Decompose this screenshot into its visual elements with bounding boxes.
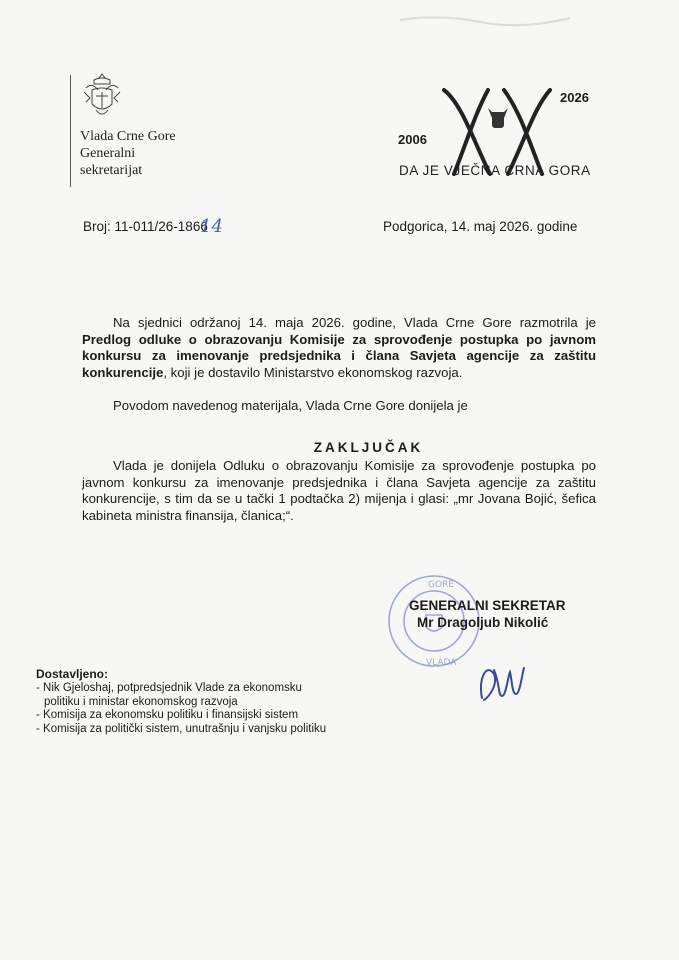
paragraph-conclusion (82, 458, 596, 524)
conclusion-heading (0, 440, 679, 455)
document-date: Podgorica, 14. maj 2026. godine (383, 219, 578, 234)
logo-year-end: 2026 (560, 90, 589, 105)
conclusion-heading-text: ZAKLJUČAK (313, 440, 424, 455)
recipient-item: politiku i ministar ekonomskog razvoja (44, 695, 238, 708)
logo-year-start: 2006 (398, 132, 427, 147)
reference-number: Broj: 11-011/26-1866 (83, 219, 208, 234)
signatory-name: Mr Dragoljub Nikolić (417, 615, 549, 630)
recipients-list (36, 682, 326, 736)
paragraph-intro (82, 315, 596, 381)
org-line-2: Generalni (80, 146, 136, 161)
recipient-item: - Komisija za ekonomsku politiku i finansijski sistem (36, 709, 299, 721)
intro-tail: , koji je dostavilo Ministarstvo ekonomskog razvoja. (163, 364, 463, 380)
recipients-heading: Dostavljeno: (36, 667, 109, 681)
material-text: Povodom navedenog materijala, Vlada Crne Gore donijela je (113, 398, 468, 413)
header-divider (70, 75, 71, 187)
svg-text:GORE: GORE (428, 580, 454, 590)
handwritten-signature (472, 650, 532, 710)
org-line-3: sekretarijat (80, 163, 143, 178)
logo-motto: DA JE VJEČNA CRNA GORA (399, 163, 591, 178)
government-name (80, 128, 176, 179)
org-line-1: Vlada Crne Gore (80, 129, 176, 144)
paragraph-material (82, 398, 596, 415)
signatory-title: GENERALNI SEKRETAR (409, 598, 566, 613)
recipient-item: - Nik Gjeloshaj, potpredsjednik Vlade za ekonomsku (36, 682, 302, 694)
proposal-title: Predlog odluke o obrazovanju Komisije za sprovođenje postupka po javnom konkursu za imenovanje predsjednika i člana Savjeta agencije za zaštitu konkurencije (82, 331, 596, 380)
handwritten-number: 14 (200, 216, 223, 237)
coat-of-arms-icon (80, 70, 124, 122)
scan-artifact (380, 0, 580, 30)
intro-lead: Na sjednici održanoj 14. maja 2026. godine, Vlada Crne Gore razmotrila je (113, 315, 596, 330)
conclusion-text: Vlada je donijela Odluku o obrazovanju Komisije za sprovođenje postupka po javnom konkursu za imenovanje predsjednika i člana Savjeta agencije za zaštitu konkurencije, s tim da se u tački 1 podtačka 2) mijenja i glasi: „mr Jovana Bojić, šefica kabineta ministra finansija, članica;“. (82, 458, 596, 523)
svg-text:VLADA: VLADA (426, 658, 457, 668)
recipient-item: - Komisija za politički sistem, unutrašnju i vanjsku politiku (36, 722, 327, 735)
